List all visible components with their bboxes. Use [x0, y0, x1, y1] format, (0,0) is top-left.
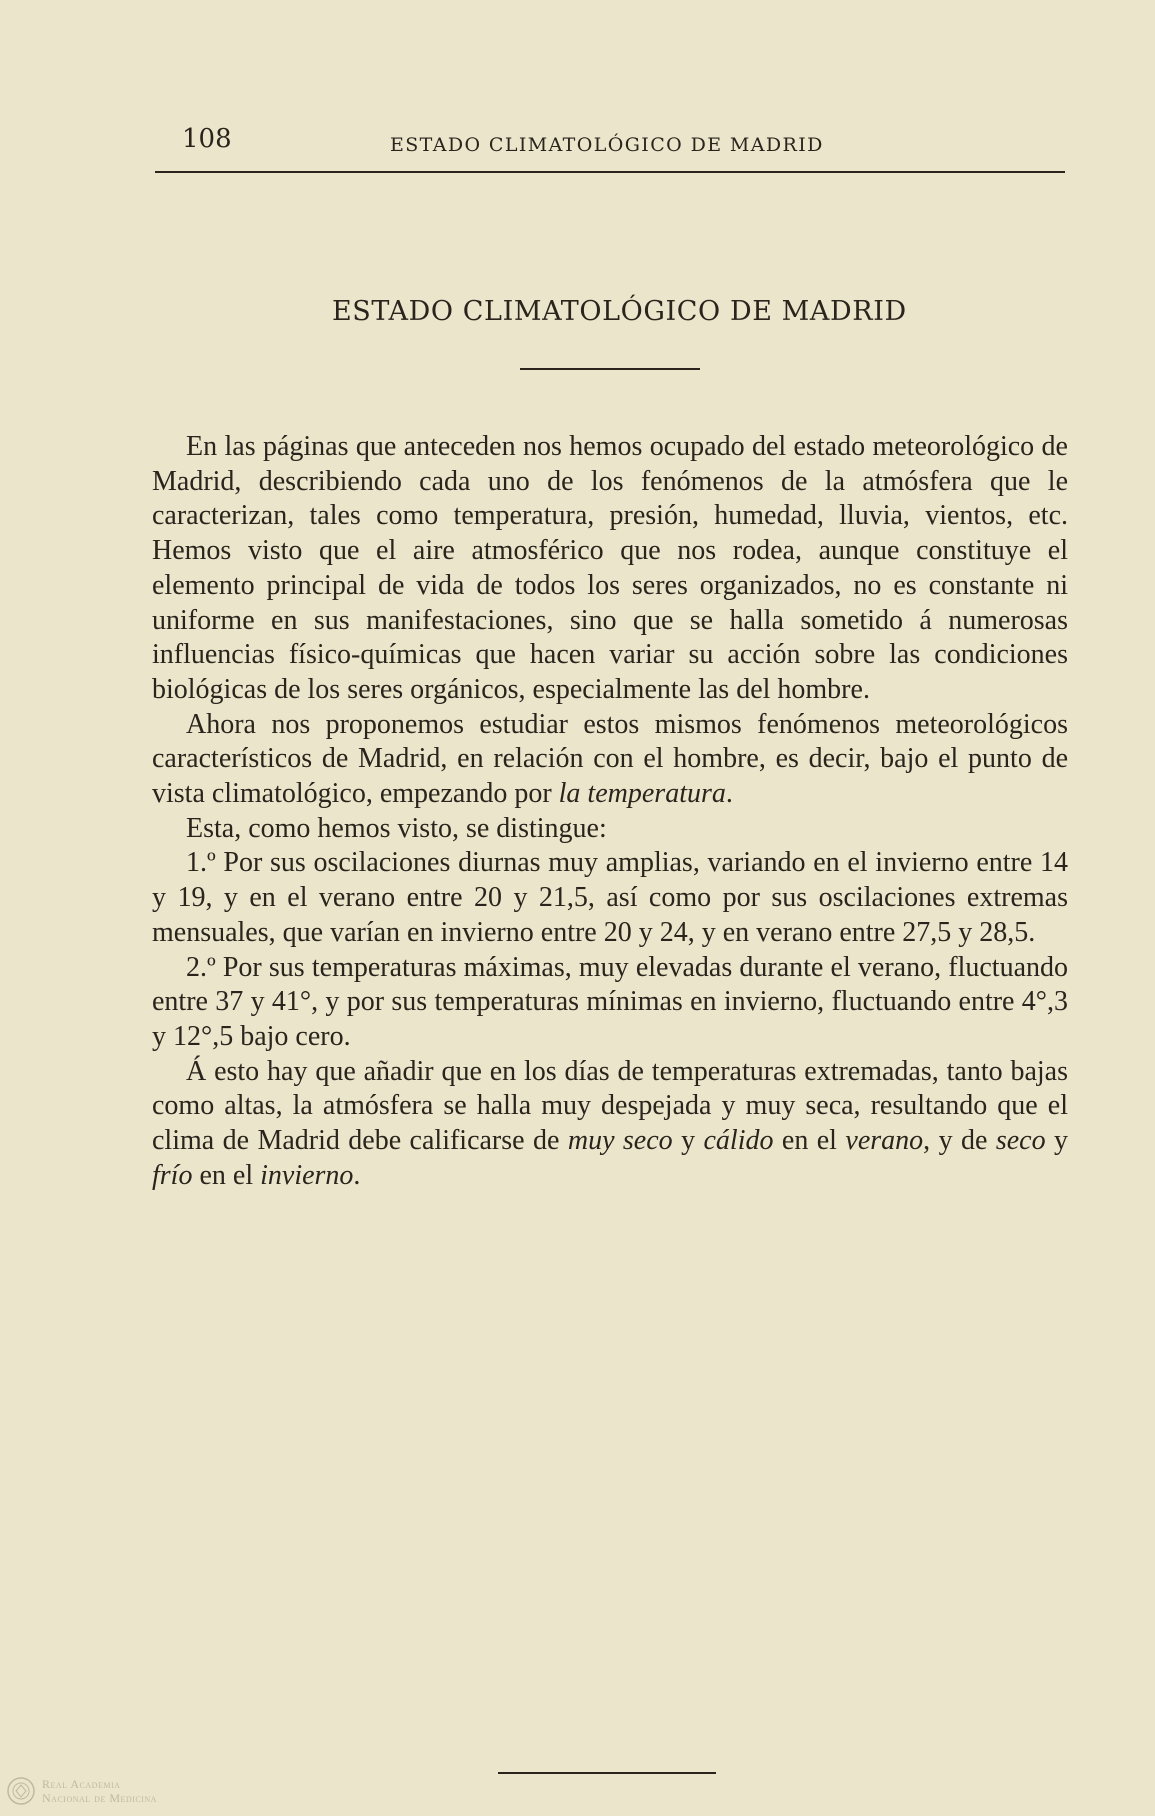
text-run: . — [353, 1159, 361, 1191]
text-run: 2.º Por sus temperaturas máximas, muy elevadas durante el verano, fluctuando entre 37 y 41°, y por sus temperaturas mínimas en invierno, fluctuando entre 4°,3 y 12°,5 bajo cero. — [152, 951, 1068, 1052]
chapter-title: ESTADO CLIMATOLÓGICO DE MADRID — [332, 296, 907, 327]
text-run: Esta, como hemos visto, se distingue: — [186, 812, 607, 844]
text-run: 1.º Por sus oscilaciones diurnas muy amplias, variando en el invierno entre 14 y 19, y en el verano entre 20 y 21,5, así como por sus oscilaciones extremas mensuales, que varían en invierno entre 20 y 24, y en verano entre 27,5 y 28,5. — [152, 847, 1068, 948]
title-rule — [520, 368, 700, 370]
watermark-line-1: Real Academia — [42, 1777, 121, 1791]
text-run: En las páginas que anteceden nos hemos ocupado del estado meteorológico de Madrid, describiendo cada uno de los fenómenos de la atmósfera que le caracterizan, tales como temperatura, presión, humedad, lluvia, vientos, etc. Hemos visto que el aire atmosférico que nos rodea, aunque constituye el elemento principal de vida de todos los seres organizados, no es constante ni uniforme en sus manifestaciones, sino que se halla sometido á numerosas influencias físico-químicas que hacen variar su acción sobre las condiciones biológicas de los seres orgánicos, especialmente las del hombre. — [152, 431, 1068, 705]
text-run: Ahora nos proponemos estudiar estos mismos fenómenos meteorológicos característicos de Madrid, en relación con el hombre, es decir, bajo el punto de vista climatológico, empezando por — [152, 708, 1068, 810]
text-run: y — [672, 1125, 704, 1157]
text-run: en el — [192, 1159, 261, 1191]
paragraph — [152, 846, 1068, 950]
text-run: Á esto hay que añadir que en los días de temperaturas extremadas, tanto bajas como altas, la atmósfera se halla muy despejada y muy seca, resultando que el clima de Madrid debe calificarse de — [152, 1055, 1068, 1157]
italic-run: cálido — [703, 1125, 774, 1157]
watermark-seal — [6, 1776, 157, 1806]
text-run: en el — [773, 1125, 846, 1157]
page-number: 108 — [182, 124, 232, 154]
body-text — [152, 430, 1068, 1193]
end-rule — [498, 1772, 716, 1774]
text-run: . — [725, 778, 733, 810]
italic-run: invierno — [260, 1159, 354, 1191]
text-run: , y de — [923, 1125, 996, 1157]
text-run: y — [1045, 1125, 1069, 1157]
italic-run: frío — [152, 1159, 193, 1191]
paragraph — [152, 708, 1068, 812]
italic-run: muy seco — [567, 1125, 673, 1157]
watermark-line-2: Nacional de Medicina — [42, 1791, 157, 1805]
italic-run: seco — [995, 1125, 1046, 1157]
seal-icon — [6, 1776, 36, 1806]
header-rule — [155, 171, 1065, 173]
paragraph — [152, 812, 1068, 847]
running-title: ESTADO CLIMATOLÓGICO DE MADRID — [390, 134, 824, 156]
italic-run: verano — [845, 1125, 924, 1157]
italic-run: la temperatura — [558, 778, 726, 810]
paragraph — [152, 1055, 1068, 1194]
paragraph — [152, 430, 1068, 708]
paragraph — [152, 951, 1068, 1055]
